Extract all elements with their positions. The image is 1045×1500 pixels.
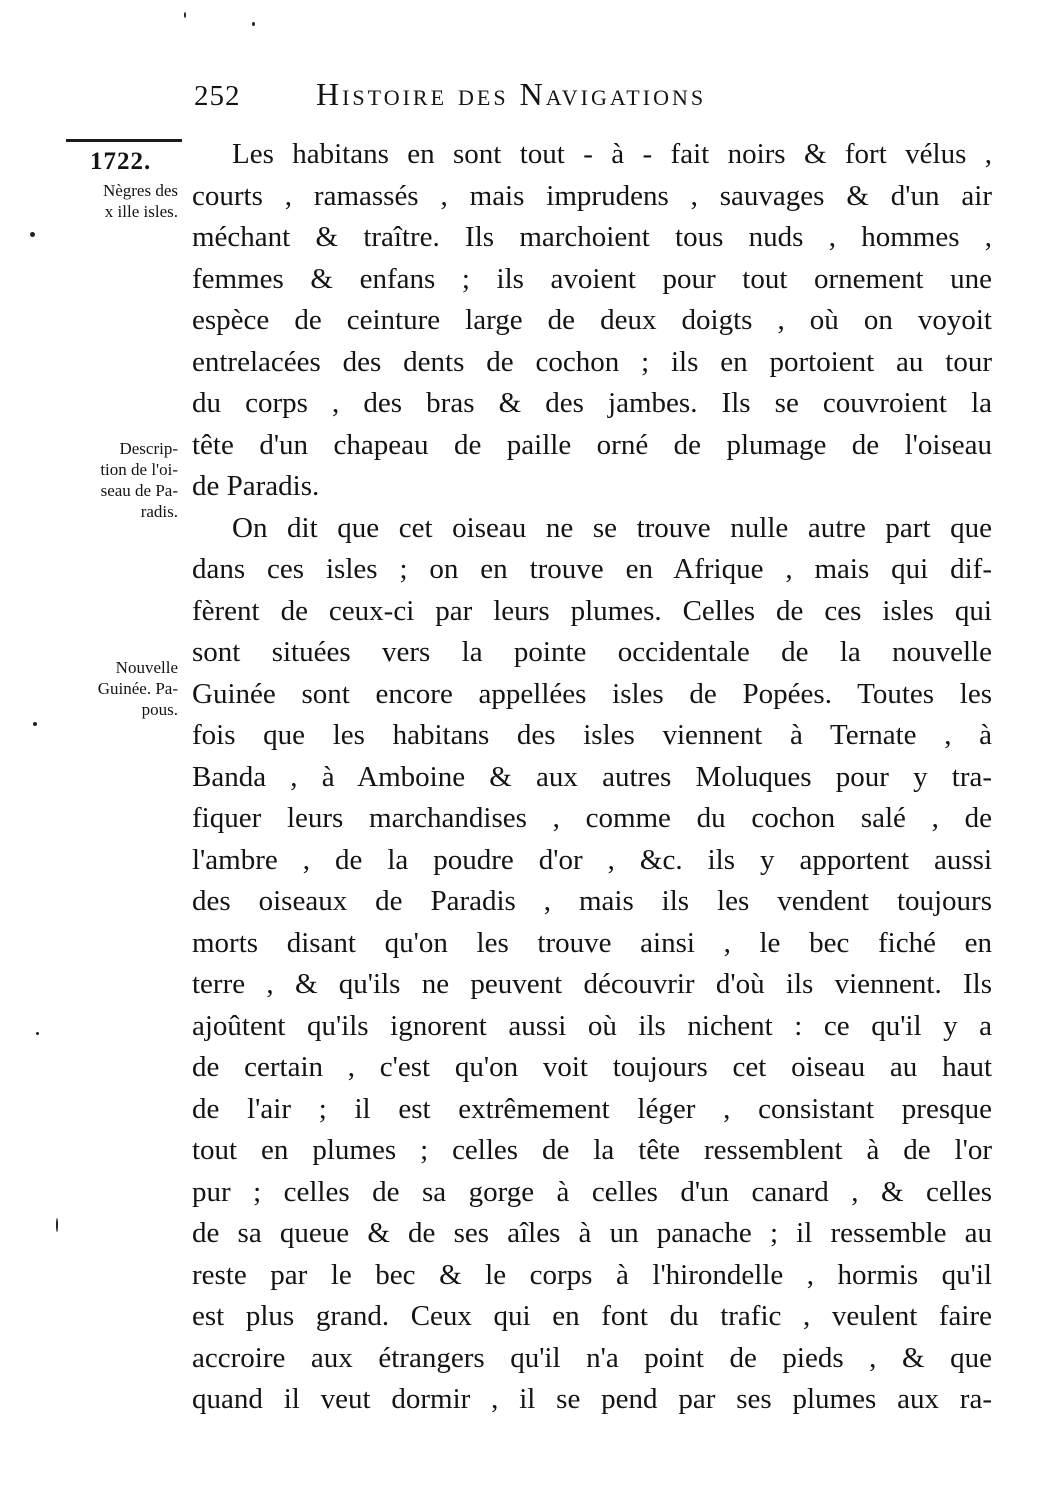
text-line: du corps , des bras & des jambes. Ils se couvroient la — [192, 387, 992, 419]
text-line: de l'air ; il est extrêmement léger , consistant presque — [192, 1092, 992, 1125]
text-line: de Paradis. — [192, 470, 320, 502]
text-line: quand il veut dormir , il se pend par ses plumes aux ra- — [192, 1383, 992, 1415]
margin-rule — [66, 139, 182, 142]
text-line: sont situées vers la pointe occidentale de la nouvelle — [192, 636, 992, 668]
text-line: On dit que cet oiseau ne se trouve nulle autre part que — [232, 511, 992, 544]
text-line: tête d'un chapeau de paille orné de plumage de l'oiseau — [192, 428, 992, 461]
text-line: de sa queue & de ses aîles à un panache ; il ressemble au — [192, 1217, 992, 1249]
margin-note-line: Nouvelle — [115, 658, 178, 677]
ink-speck — [33, 722, 37, 726]
text-line: terre , & qu'ils ne peuvent découvrir d'où ils viennent. Ils — [192, 968, 992, 1000]
page-number: 252 — [194, 80, 241, 112]
ink-speck — [56, 1218, 58, 1232]
text-line: fèrent de ceux-ci par leurs plumes. Celles de ces isles qui — [192, 594, 992, 627]
text-line: fiquer leurs marchandises , comme du cochon salé , de — [192, 802, 992, 834]
text-line: fois que les habitans des isles viennent à Ternate , à — [192, 719, 992, 751]
margin-note-description — [60, 438, 178, 522]
text-line: courts , ramassés , mais imprudens , sauvages & d'un air — [192, 179, 992, 212]
margin-note-line: radis. — [140, 502, 178, 521]
text-line: ajoûtent qu'ils ignorent aussi où ils nichent : ce qu'il y a — [192, 1009, 992, 1042]
margin-note-nouvelle-guinee — [60, 657, 178, 720]
text-line: tout en plumes ; celles de la tête ressemblent à de l'or — [192, 1134, 992, 1166]
text-line: pur ; celles de sa gorge à celles d'un canard , & celles — [192, 1175, 992, 1208]
text-line: dans ces isles ; on en trouve en Afrique , mais qui dif- — [192, 553, 992, 585]
text-line: femmes & enfans ; ils avoient pour tout ornement une — [192, 262, 992, 295]
margin-note-negres — [60, 180, 178, 222]
margin-note-line: Descrip- — [119, 439, 178, 458]
text-line: des oiseaux de Paradis , mais ils les vendent toujours — [192, 885, 992, 917]
ink-speck — [36, 1032, 39, 1035]
ink-speck — [184, 12, 186, 18]
page-header — [194, 74, 914, 114]
text-line: Guinée sont encore appellées isles de Popées. Toutes les — [192, 677, 992, 710]
margin-year: 1722. — [90, 148, 152, 175]
text-line: Les habitans en sont tout - à - fait noirs & fort vélus , — [232, 138, 992, 170]
margin-note-line: Nègres des — [102, 181, 178, 200]
margin-note-line: seau de Pa- — [100, 481, 178, 500]
text-line: entrelacées des dents de cochon ; ils en portoient au tour — [192, 345, 992, 378]
running-title: Histoire des Navigations — [316, 76, 707, 112]
margin-note-line: pous. — [141, 700, 178, 719]
margin-note-line: Guinée. Pa- — [97, 679, 178, 698]
text-line: est plus grand. Ceux qui en font du trafic , veulent faire — [192, 1300, 992, 1332]
text-line: reste par le bec & le corps à l'hirondelle , hormis qu'il — [192, 1258, 992, 1291]
text-line: méchant & traître. Ils marchoient tous nuds , hommes , — [192, 221, 992, 253]
text-line: accroire aux étrangers qu'il n'a point de pieds , & que — [192, 1341, 992, 1374]
margin-note-line: tion de l'oi- — [100, 460, 178, 479]
text-line: morts disant qu'on les trouve ainsi , le bec fiché en — [192, 926, 992, 959]
text-line: l'ambre , de la poudre d'or , &c. ils y apportent aussi — [192, 843, 992, 876]
margin-note-line: x ille isles. — [104, 202, 178, 221]
body-text — [192, 134, 992, 1421]
text-line: espèce de ceinture large de deux doigts , où on voyoit — [192, 304, 992, 336]
ink-speck — [30, 232, 35, 237]
ink-speck — [252, 22, 255, 26]
text-line: de certain , c'est qu'on voit toujours cet oiseau au haut — [192, 1051, 992, 1083]
text-line: Banda , à Amboine & aux autres Moluques pour y tra- — [192, 760, 992, 793]
